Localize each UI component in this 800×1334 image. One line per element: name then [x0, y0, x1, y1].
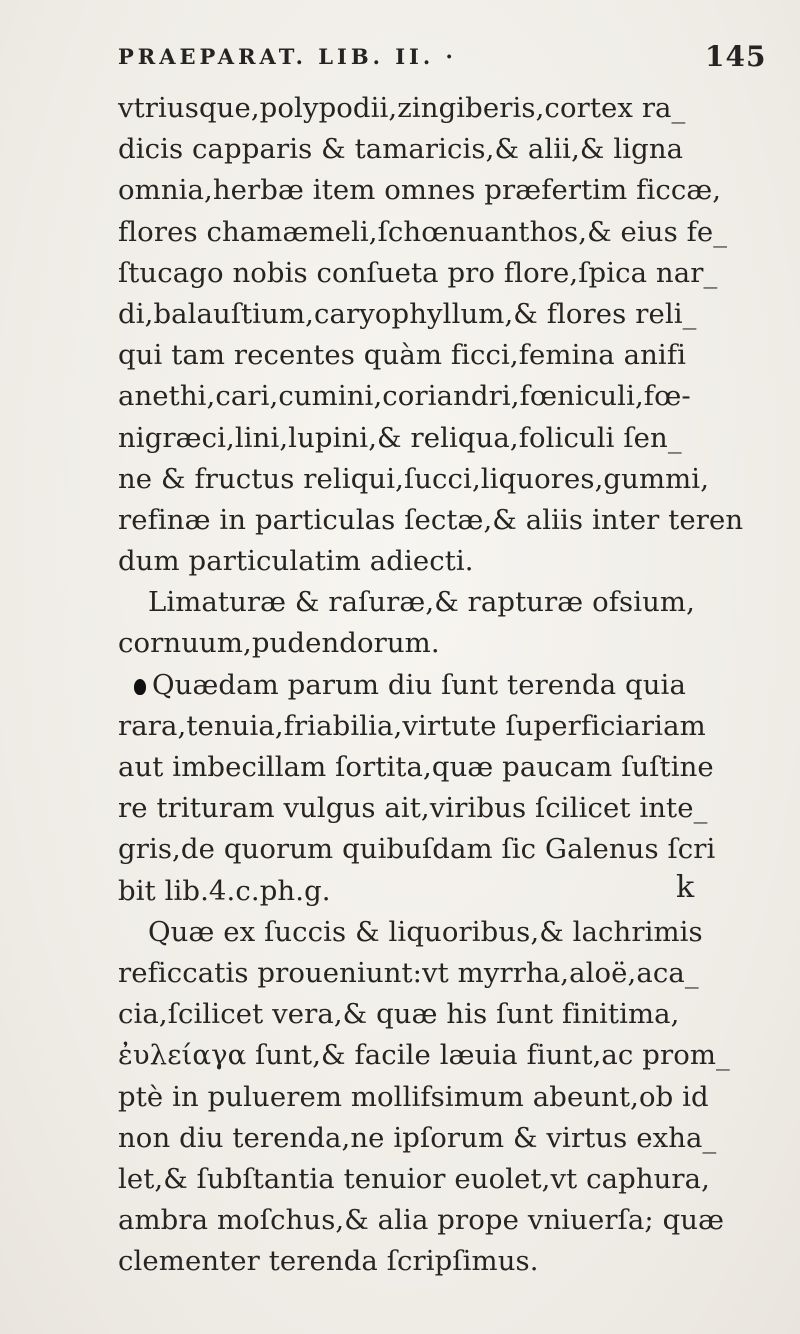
text-line: ambra moſchus,& alia prope vniuerſa; quæ: [118, 1204, 725, 1237]
text-line: refinæ in particulas ſectæ,& aliis inter teren: [118, 503, 744, 536]
text-line: omnia,herbæ item omnes præfertim ficcæ,: [118, 174, 722, 207]
ink-blot-icon: [134, 679, 146, 695]
text-line: non diu terenda,ne ipſorum & virtus exha_: [118, 1121, 717, 1154]
text-line: rara,tenuia,friabilia,virtute ſuperficiariam: [118, 709, 706, 742]
paragraph-start-line: Quæ ex ſuccis & liquoribus,& lachrimis: [148, 915, 703, 948]
text-line: bit lib.4.c.ph.g.: [118, 874, 331, 907]
text-line: ſtucago nobis conſueta pro flore,ſpica nar_: [118, 256, 718, 289]
text-line: ἐυλείαγα ſunt,& facile læuia fiunt,ac prom_: [118, 1039, 730, 1072]
text-line-content: Quædam parum diu ſunt terenda quia: [152, 668, 686, 701]
text-line: ptè in puluerem mollifsimum abeunt,ob id: [118, 1080, 709, 1113]
text-line: flores chamæmeli,ſchœnuanthos,& eius fe_: [118, 215, 728, 248]
text-line: dum particulatim adiecti.: [118, 545, 474, 578]
paragraph-start-line: Limaturæ & raſuræ,& rapturæ ofsium,: [148, 586, 695, 619]
text-line: vtriusque,polypodii,zingiberis,cortex ra_: [118, 92, 686, 124]
running-header: [118, 40, 798, 80]
text-line: let,& ſubſtantia tenuior euolet,vt caphura,: [118, 1162, 711, 1195]
text-line: aut imbecillam ſortita,quæ paucam ſuſtine: [118, 751, 714, 783]
text-line: di,balauſtium,caryophyllum,& flores reli_: [118, 297, 697, 330]
text-line: qui tam recentes quàm ficci,femina anifi: [118, 339, 686, 372]
text-line: anethi,cari,cumini,coriandri,fœniculi,fœ-: [118, 380, 691, 413]
paragraph-start-line: [118, 665, 768, 706]
text-line: nigræci,lini,lupini,& reliqua,foliculi ſen_: [118, 421, 682, 454]
text-line: ne & fructus reliqui,ſucci,liquores,gummi,: [118, 462, 710, 495]
text-line: gris,de quorum quibuſdam ſic Galenus ſcri: [118, 833, 716, 866]
running-title: PRAEPARAT. LIB. II. ·: [118, 44, 457, 69]
text-line: dicis capparis & tamaricis,& alii,& ligna: [118, 133, 684, 166]
body-text: [118, 88, 768, 1282]
text-line: cornuum,pudendorum.: [118, 627, 440, 660]
text-line: re trituram vulgus ait,viribus ſcilicet inte_: [118, 792, 708, 825]
text-line: reficcatis proueniunt:vt myrrha,aloë,aca_: [118, 956, 699, 989]
signature-mark: k: [676, 870, 695, 905]
page-number: 145: [705, 40, 767, 73]
text-line: clementer terenda ſcripſimus.: [118, 1245, 539, 1278]
text-line: cia,ſcilicet vera,& quæ his ſunt finitima,: [118, 998, 680, 1031]
